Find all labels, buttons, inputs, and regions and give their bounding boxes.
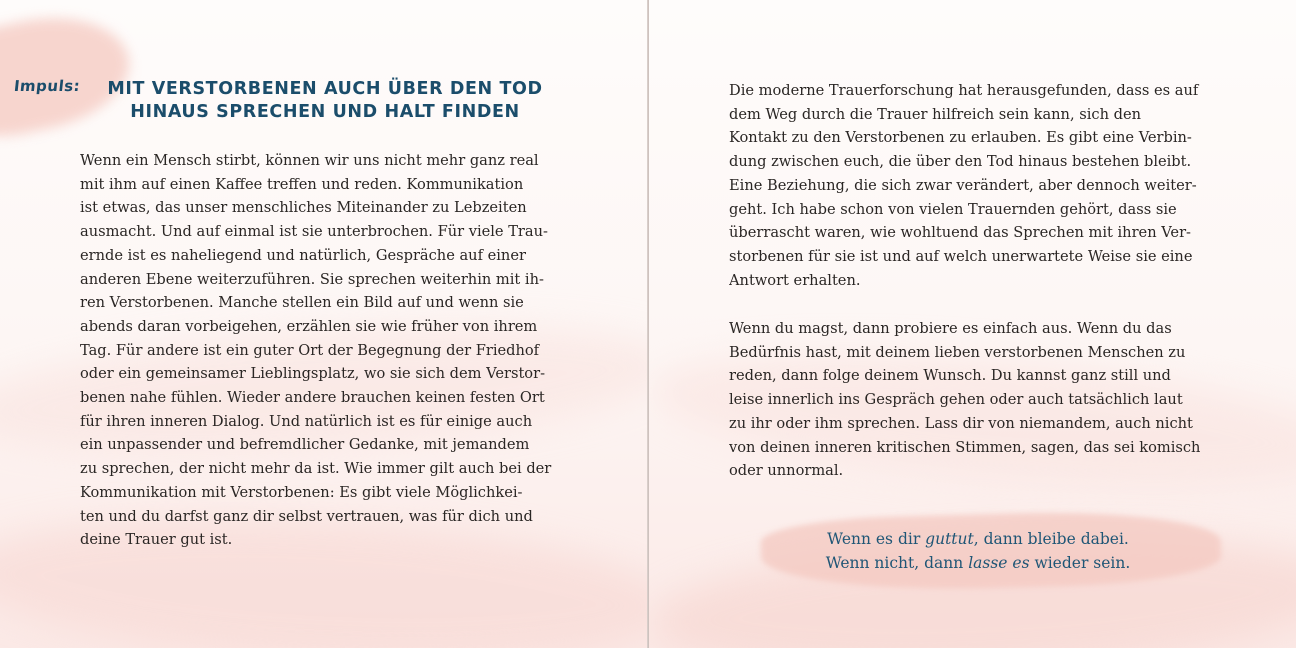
text-line: Antwort erhalten. xyxy=(729,271,861,289)
text-line: benen nahe fühlen. Wieder andere brauchen keinen festen Ort xyxy=(80,389,545,407)
text-line: Kontakt zu den Verstorbenen zu erlauben. Es gibt eine Verbin- xyxy=(729,129,1192,147)
quote-text: Wenn es dir xyxy=(827,530,926,548)
text-line: ist etwas, das unser menschliches Miteinander zu Lebzeiten xyxy=(80,199,527,217)
text-line: dem Weg durch die Trauer hilfreich sein kann, sich den xyxy=(729,105,1141,123)
title-line: HINAUS SPRECHEN UND HALT FINDEN xyxy=(130,102,520,122)
text-line: oder unnormal. xyxy=(729,462,844,480)
quote-line xyxy=(761,551,1195,575)
highlight-quote xyxy=(761,527,1195,575)
text-line: oder ein gemeinsamer Lieblingsplatz, wo sie sich dem Verstor- xyxy=(80,365,545,383)
right-paragraph-2 xyxy=(729,317,1229,483)
text-line: ernde ist es naheliegend und natürlich, Gespräche auf einer xyxy=(80,246,526,264)
text-line: deine Trauer gut ist. xyxy=(80,531,233,549)
text-line: Tag. Für andere ist ein guter Ort der Begegnung der Friedhof xyxy=(80,341,540,359)
text-line: zu sprechen, der nicht mehr da ist. Wie immer gilt auch bei der xyxy=(80,460,552,478)
text-line: Die moderne Trauerforschung hat herausgefunden, dass es auf xyxy=(729,82,1199,99)
text-line: ren Verstorbenen. Manche stellen ein Bild auf und wenn sie xyxy=(80,294,524,312)
quote-emphasis: guttut xyxy=(925,530,974,548)
page-title xyxy=(90,78,560,124)
text-line: für ihren inneren Dialog. Und natürlich ist es für einige auch xyxy=(80,412,533,430)
text-line: mit ihm auf einen Kaffee treffen und reden. Kommunikation xyxy=(80,175,524,193)
text-line: Wenn du magst, dann probiere es einfach aus. Wenn du das xyxy=(729,320,1172,337)
impuls-label: Impuls: xyxy=(13,77,82,95)
text-line: zu ihr oder ihm sprechen. Lass dir von niemandem, auch nicht xyxy=(729,414,1193,432)
right-page xyxy=(649,0,1296,648)
text-line: Eine Beziehung, die sich zwar verändert, aber dennoch weiter- xyxy=(729,176,1197,194)
quote-text: Wenn nicht, dann xyxy=(825,554,969,572)
text-line: anderen Ebene weiterzuführen. Sie sprechen weiterhin mit ih- xyxy=(80,270,544,288)
title-line: MIT VERSTORBENEN AUCH ÜBER DEN TOD xyxy=(107,79,543,99)
text-line: geht. Ich habe schon von vielen Trauernden gehört, dass sie xyxy=(729,200,1177,218)
quote-line xyxy=(761,527,1195,551)
quote-text: , dann bleibe dabei. xyxy=(973,530,1129,548)
text-line: Bedürfnis hast, mit deinem lieben verstorbenen Menschen zu xyxy=(729,343,1186,361)
text-line: reden, dann folge deinem Wunsch. Du kannst ganz still und xyxy=(729,367,1171,385)
text-line: dung zwischen euch, die über den Tod hinaus bestehen bleibt. xyxy=(729,153,1192,171)
right-paragraph-1 xyxy=(729,79,1229,292)
text-line: ten und du darfst ganz dir selbst vertrauen, was für dich und xyxy=(80,507,533,525)
text-line: von deinen inneren kritischen Stimmen, sagen, das sei komisch xyxy=(729,438,1201,456)
text-line: Wenn ein Mensch stirbt, können wir uns nicht mehr ganz real xyxy=(80,152,539,169)
watercolor-wash-top-left xyxy=(0,1,139,148)
text-line: leise innerlich ins Gespräch gehen oder auch tatsächlich laut xyxy=(729,391,1183,409)
text-line: überrascht waren, wie wohltuend das Sprechen mit ihren Ver- xyxy=(729,224,1191,242)
text-line: ausmacht. Und auf einmal ist sie unterbrochen. Für viele Trau- xyxy=(80,223,548,241)
text-line: Kommunikation mit Verstorbenen: Es gibt viele Möglichkei- xyxy=(80,483,523,501)
quote-emphasis: lasse es xyxy=(968,554,1030,572)
quote-text: wieder sein. xyxy=(1029,554,1131,572)
text-line: storbenen für sie ist und auf welch unerwartete Weise sie eine xyxy=(729,247,1193,265)
left-body-paragraph xyxy=(80,149,574,552)
text-line: abends daran vorbeigehen, erzählen sie wie früher von ihrem xyxy=(80,317,538,335)
text-line: ein unpassender und befremdlicher Gedanke, mit jemandem xyxy=(80,436,530,454)
